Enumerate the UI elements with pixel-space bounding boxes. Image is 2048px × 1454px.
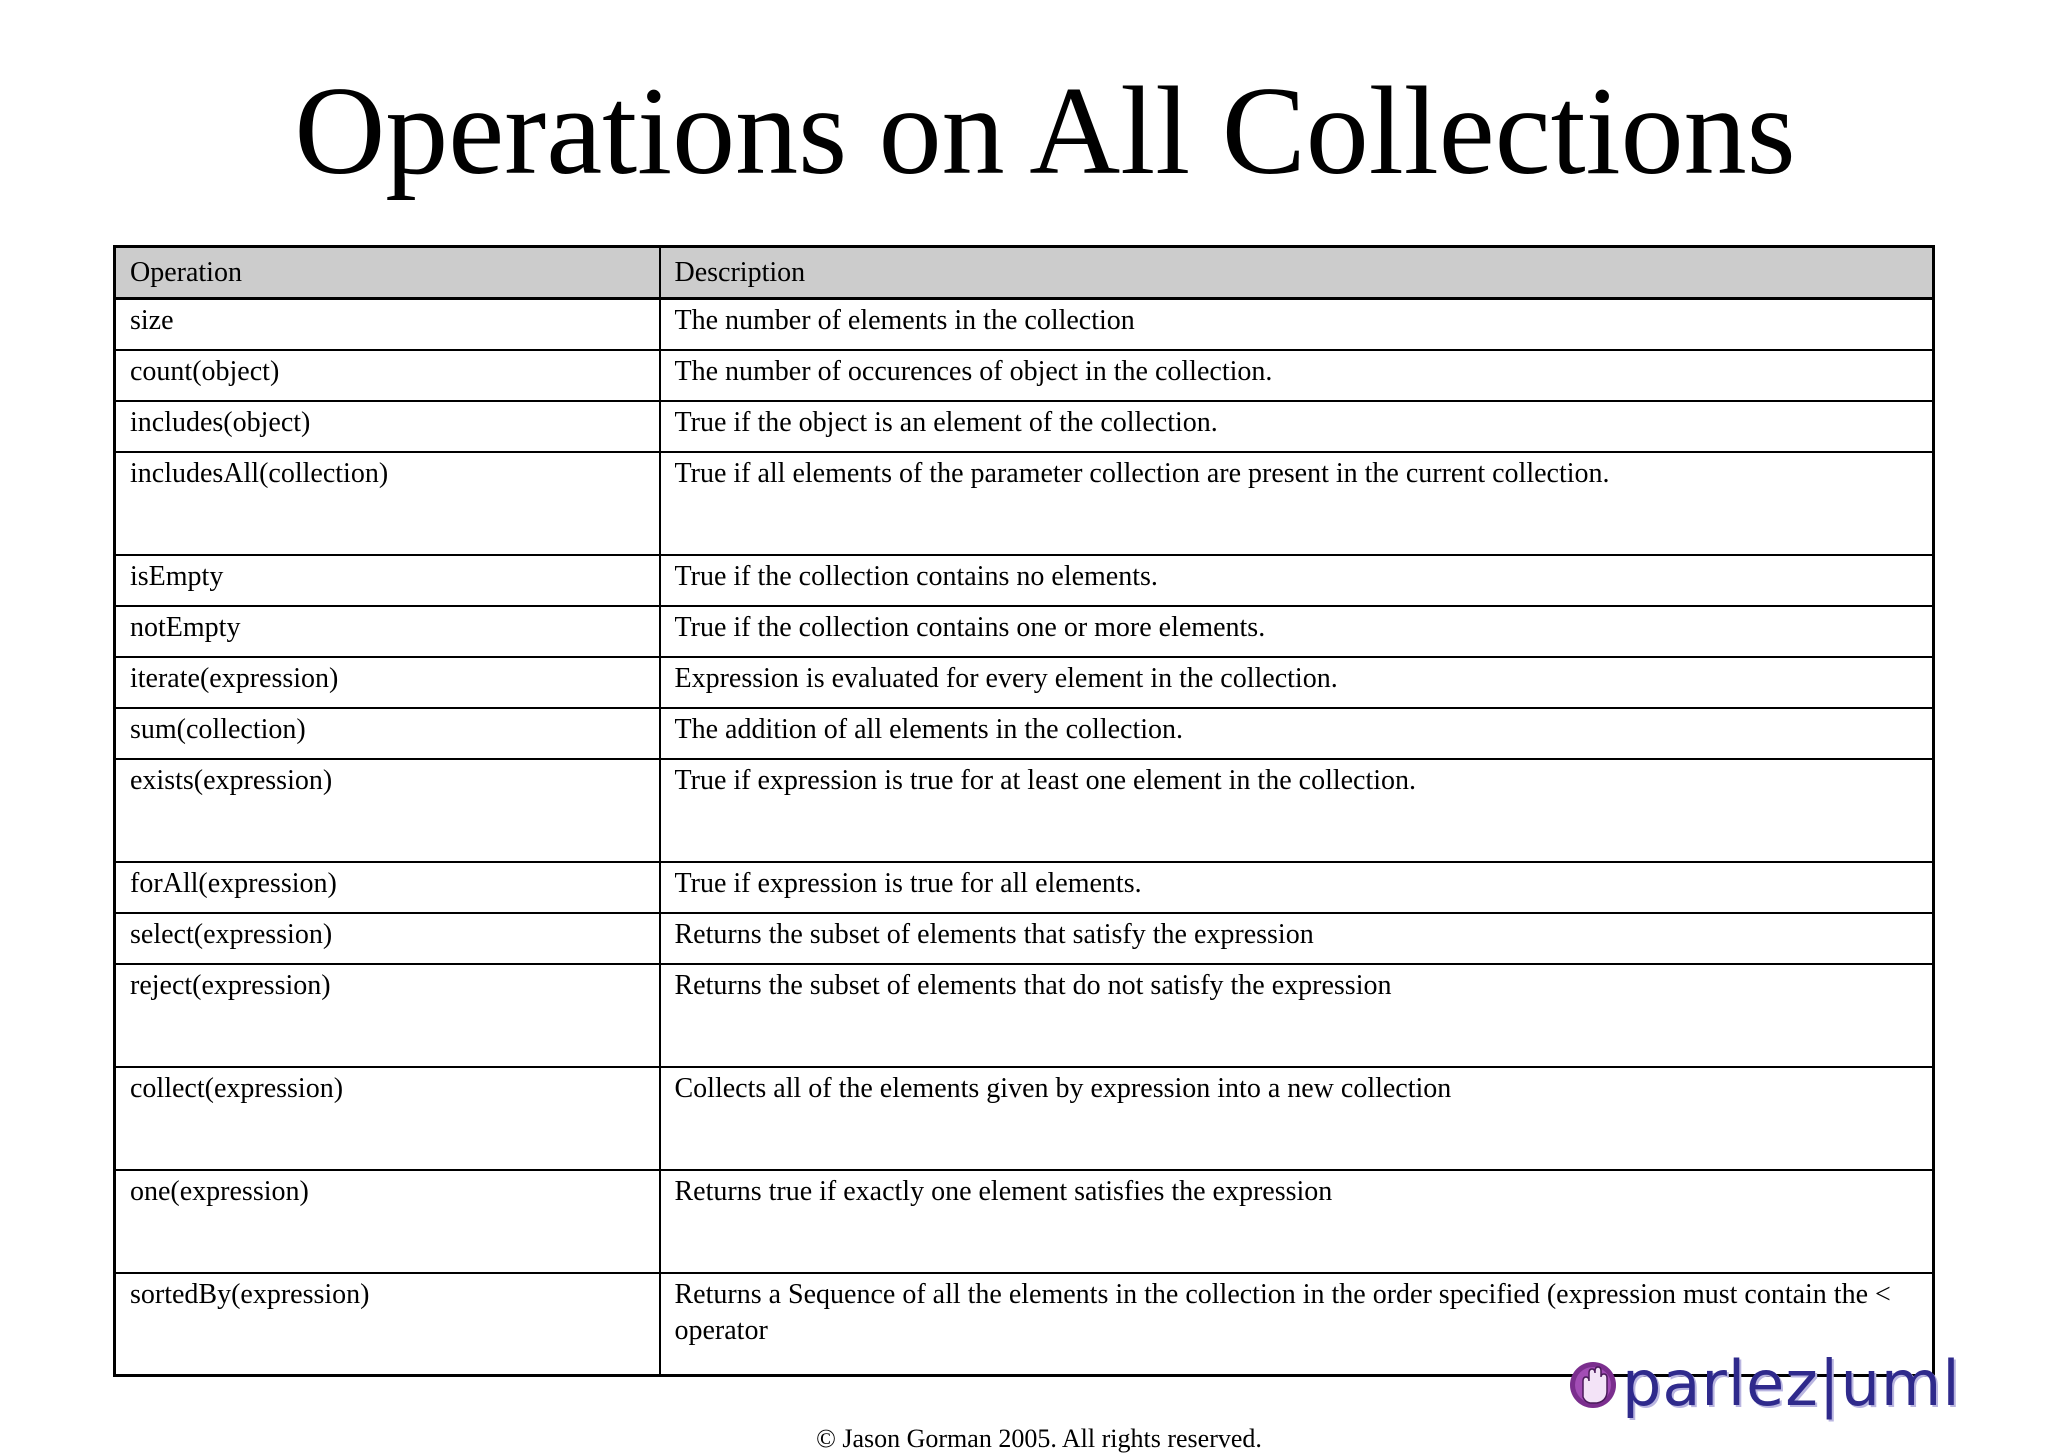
operation-cell: sum(collection) [115,708,660,759]
header-operation: Operation [115,247,660,299]
operation-cell: isEmpty [115,555,660,606]
operation-cell: notEmpty [115,606,660,657]
description-cell: The number of occurences of object in the collection. [660,350,1934,401]
table-row [115,299,1934,350]
operation-cell: one(expression) [115,1170,660,1273]
table-row [115,401,1934,452]
operation-cell: includesAll(collection) [115,452,660,555]
description-cell: Expression is evaluated for every element in the collection. [660,657,1934,708]
description-cell: True if all elements of the parameter collection are present in the current collection. [660,452,1934,555]
table-row [115,1170,1934,1273]
description-cell: Returns a Sequence of all the elements in the collection in the order specified (expression must contain the < operator [660,1273,1934,1376]
description-cell: Collects all of the elements given by expression into a new collection [660,1067,1934,1170]
table-row [115,350,1934,401]
table-row [115,1067,1934,1170]
operation-cell: exists(expression) [115,759,660,862]
slide-title: Operations on All Collections [294,62,1796,201]
operation-cell: size [115,299,660,350]
description-cell: Returns the subset of elements that do not satisfy the expression [660,964,1934,1067]
description-cell: Returns true if exactly one element satisfies the expression [660,1170,1934,1273]
table-header-row [115,247,1934,299]
operation-cell: select(expression) [115,913,660,964]
operation-cell: collect(expression) [115,1067,660,1170]
hand-icon [1568,1357,1618,1411]
description-cell: True if the collection contains no elements. [660,555,1934,606]
copyright-footer: © Jason Gorman 2005. All rights reserved. [816,1424,1262,1453]
header-description: Description [660,247,1934,299]
operation-cell: iterate(expression) [115,657,660,708]
table-row [115,862,1934,913]
description-cell: The addition of all elements in the collection. [660,708,1934,759]
description-cell: True if expression is true for all elements. [660,862,1934,913]
description-cell: True if expression is true for at least one element in the collection. [660,759,1934,862]
table-row [115,759,1934,862]
operation-cell: reject(expression) [115,964,660,1067]
operations-table [113,245,1935,1377]
parlez-uml-logo [1568,1347,1968,1420]
table-row [115,555,1934,606]
table-row [115,606,1934,657]
table-row [115,964,1934,1067]
table-row [115,452,1934,555]
description-cell: True if the object is an element of the collection. [660,401,1934,452]
table-row [115,913,1934,964]
description-cell: Returns the subset of elements that satisfy the expression [660,913,1934,964]
description-cell: True if the collection contains one or more elements. [660,606,1934,657]
table-row [115,657,1934,708]
operation-cell: forAll(expression) [115,862,660,913]
operation-cell: count(object) [115,350,660,401]
logo-text: parlez|uml [1622,1347,1961,1420]
table-row [115,708,1934,759]
operation-cell: sortedBy(expression) [115,1273,660,1376]
operation-cell: includes(object) [115,401,660,452]
description-cell: The number of elements in the collection [660,299,1934,350]
